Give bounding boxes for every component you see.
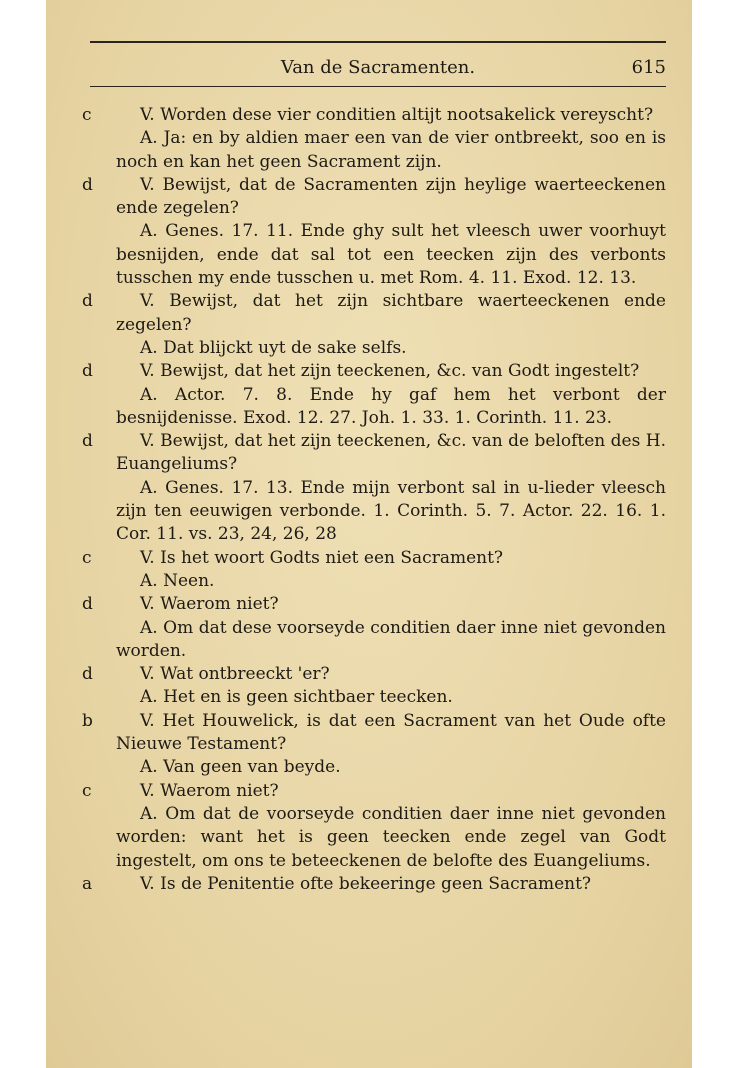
margin-mark: c (82, 547, 92, 568)
answer-entry (82, 617, 666, 664)
header-top-rule (90, 41, 666, 43)
question-text: V. Bewijst, dat het zijn teeckenen, &c. van Godt ingestelt? (140, 361, 640, 382)
answer-text: A. Actor. 7. 8. Ende hy gaf hem het verbont der besnijdenisse. Exod. 12. 27. Joh. 1. 33. 1. Corinth. 11. 23. (116, 384, 666, 428)
answer-text: A. Het en is geen sichtbaer teecken. (140, 687, 453, 708)
margin-mark: d (82, 594, 93, 615)
answer-entry (82, 570, 666, 593)
answer-entry (82, 803, 666, 873)
margin-mark: d (82, 291, 93, 312)
answer-text: A. Van geen van beyde. (140, 757, 341, 778)
margin-mark: c (82, 105, 92, 125)
page-number: 615 (631, 57, 666, 78)
question-text: V. Waerom niet? (140, 780, 279, 801)
question-text: V. Waerom niet? (140, 594, 279, 615)
running-header (90, 55, 666, 81)
answer-entry (82, 220, 666, 290)
answer-text: A. Genes. 17. 13. Ende mijn verbont sal in u-lieder vleesch zijn ten eeuwigen verbonde. 1. Corinth. 5. 7. Actor. 22. 16. 1. Cor. 11. vs. 23, 24, 26, 28 (116, 477, 666, 545)
answer-text: A. Dat blijckt uyt de sake selfs. (140, 337, 407, 358)
question-text: V. Is de Penitentie ofte bekeeringe geen Sacrament? (140, 873, 592, 894)
answer-text: A. Om dat de voorseyde conditien daer inne niet gevonden worden: want het is geen teecken ende zegel van Godt ingestelt, om ons te beteeckenen de belofte des Euangeliums. (116, 803, 666, 871)
margin-mark: d (82, 361, 93, 382)
book-page (46, 0, 692, 1068)
question-entry (82, 430, 666, 477)
margin-mark: d (82, 664, 93, 685)
question-entry (82, 290, 666, 337)
question-text: V. Worden dese vier conditien altijt nootsakelick vereyscht? (140, 105, 654, 125)
question-entry (82, 780, 666, 803)
question-entry (82, 104, 666, 127)
answer-entry (82, 337, 666, 360)
question-text: V. Is het woort Godts niet een Sacrament? (140, 547, 504, 568)
question-entry (82, 547, 666, 570)
question-entry (82, 663, 666, 686)
question-text: V. Bewijst, dat het zijn teeckenen, &c. van de beloften des H. Euangeliums? (116, 431, 666, 475)
question-text: V. Bewijst, dat het zijn sichtbare waerteeckenen ende zegelen? (116, 291, 666, 335)
question-text: V. Het Houwelick, is dat een Sacrament van het Oude ofte Nieuwe Testament? (116, 710, 666, 755)
margin-mark: b (82, 710, 93, 731)
margin-mark: c (82, 780, 92, 801)
answer-text: A. Genes. 17. 11. Ende ghy sult het vleesch uwer voorhuyt besnijden, ende dat sal tot een teecken zijn des verbonts tusschen my ende tusschen u. met Rom. 4. 11. Exod. 12. 13. (116, 221, 666, 289)
question-entry (82, 710, 666, 757)
margin-mark: d (82, 174, 93, 195)
question-entry (82, 873, 666, 896)
answer-entry (82, 127, 666, 174)
question-entry (82, 593, 666, 616)
answer-entry (82, 686, 666, 709)
margin-mark: a (82, 873, 93, 894)
question-text: V. Bewijst, dat de Sacramenten zijn heylige waerteeckenen ende zegelen? (116, 174, 666, 219)
answer-text: A. Ja: en by aldien maer een van de vier ontbreekt, soo en is noch en kan het geen Sacrament zijn. (116, 128, 666, 172)
answer-text: A. Om dat dese voorseyde conditien daer inne niet gevonden worden. (116, 617, 666, 661)
running-title: Van de Sacramenten. (280, 57, 476, 78)
answer-entry (82, 477, 666, 547)
margin-mark: d (82, 431, 93, 452)
answer-entry (82, 756, 666, 779)
catechism-text (82, 104, 666, 896)
question-text: V. Wat ontbreeckt 'er? (140, 664, 330, 685)
question-entry (82, 360, 666, 383)
answer-text: A. Neen. (140, 570, 215, 591)
question-entry (82, 174, 666, 221)
header-bottom-rule (90, 86, 666, 87)
answer-entry (82, 384, 666, 431)
